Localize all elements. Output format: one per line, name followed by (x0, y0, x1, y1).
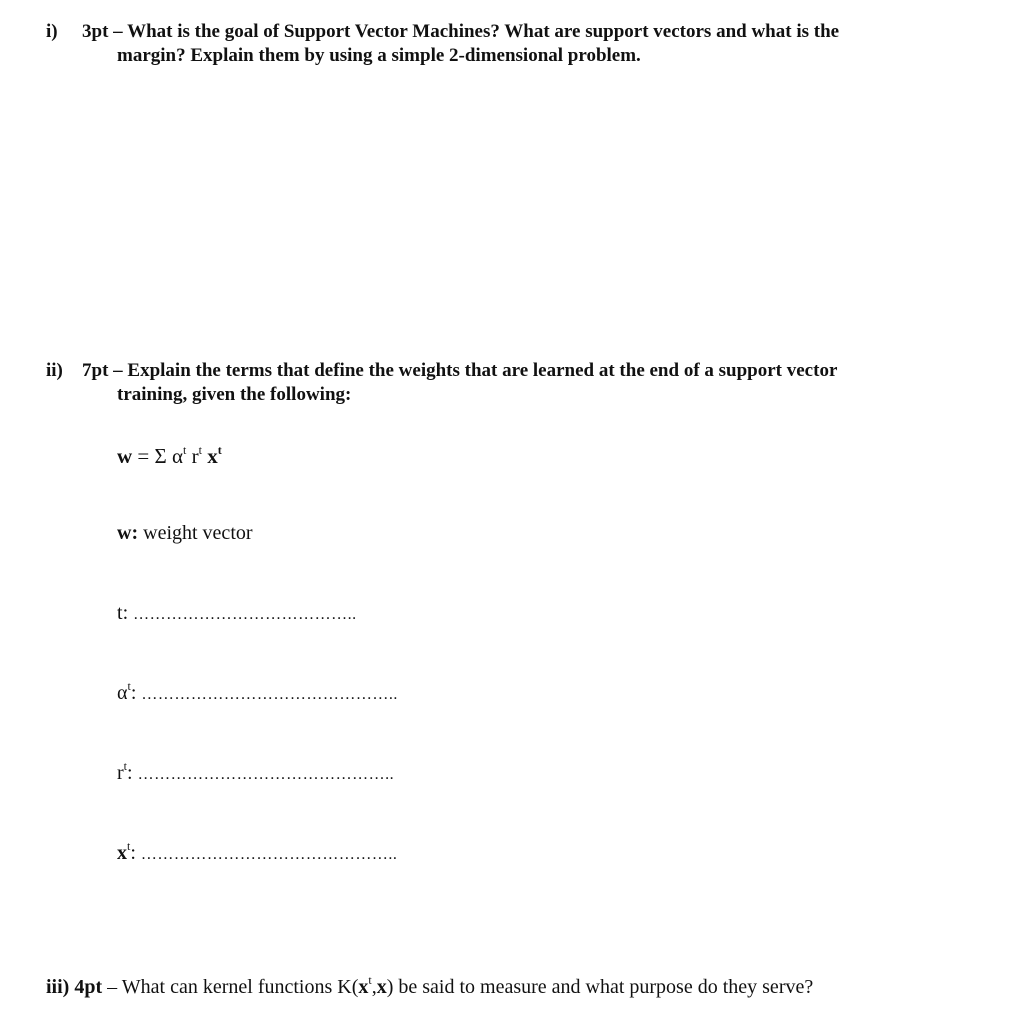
question-3-text-a: What can kernel functions K( (121, 976, 359, 998)
question-3-comma: , (371, 976, 377, 998)
question-1-line-1 (82, 20, 839, 44)
equation-r: r (191, 444, 199, 468)
question-2-line-2 (117, 383, 351, 407)
term-w-value: weight vector (143, 522, 253, 544)
term-alpha-sup: t (127, 679, 131, 693)
term-alpha (117, 679, 398, 705)
weight-equation (117, 444, 222, 469)
question-3-dash: – (107, 976, 118, 998)
question-1-text-line-1: What is the goal of Support Vector Machines? What are support vectors and what is the (127, 21, 840, 42)
term-x-sup: t (127, 839, 131, 853)
equation-r-sup: t (198, 443, 202, 457)
question-2-dash: – (113, 360, 123, 381)
question-3-x2: x (376, 976, 387, 998)
question-1-number: i) (46, 21, 58, 42)
term-w (117, 522, 253, 545)
question-2-number: ii) (46, 360, 63, 381)
question-2-text-line-1: Explain the terms that define the weights that are learned at the end of a support vector (127, 360, 838, 381)
question-3-text-b: ) be said to measure and what purpose do they serve? (386, 976, 814, 998)
term-r (117, 759, 395, 785)
equation-sigma: Σ (154, 444, 167, 468)
equation-x: x (207, 444, 218, 468)
term-x-blank: ……………………………………….. (140, 846, 398, 863)
term-r-blank: ……………………………………….. (137, 766, 395, 783)
equation-alpha: α (172, 444, 184, 468)
term-t (117, 602, 357, 625)
question-1-text-line-2: margin? Explain them by using a simple 2-dimensional problem. (117, 45, 641, 66)
term-t-symbol: t (117, 602, 123, 624)
question-3 (46, 973, 814, 999)
question-1-dash: – (113, 21, 123, 42)
question-1-line-2 (117, 44, 641, 68)
equation-w: w (117, 444, 133, 468)
term-x-symbol: x (117, 842, 127, 864)
question-3-number: iii) (46, 976, 70, 998)
term-x (117, 839, 398, 865)
equation-equals: = (137, 444, 150, 468)
question-1-points: 3pt (82, 21, 109, 42)
question-1 (46, 20, 58, 44)
term-w-colon: : (131, 522, 139, 544)
term-alpha-symbol: α (117, 682, 128, 704)
term-alpha-blank: ……………………………………….. (141, 686, 398, 703)
term-t-colon: : (122, 602, 129, 624)
question-2 (46, 359, 63, 383)
question-2-line-1 (82, 359, 837, 383)
term-r-colon: : (127, 762, 133, 784)
term-x-colon: : (130, 842, 136, 864)
term-w-symbol: w (117, 522, 132, 544)
equation-alpha-sup: t (183, 443, 187, 457)
question-2-text-line-2: training, given the following: (117, 384, 352, 405)
question-3-points: 4pt (74, 976, 103, 998)
question-3-sup: t (368, 973, 372, 987)
equation-x-sup: t (217, 443, 222, 457)
question-2-points: 7pt (82, 360, 109, 381)
question-3-x1: x (358, 976, 369, 998)
term-t-blank: ………………………………….. (133, 606, 357, 623)
term-r-symbol: r (117, 762, 124, 784)
term-r-sup: t (123, 759, 128, 773)
term-alpha-colon: : (130, 682, 137, 704)
